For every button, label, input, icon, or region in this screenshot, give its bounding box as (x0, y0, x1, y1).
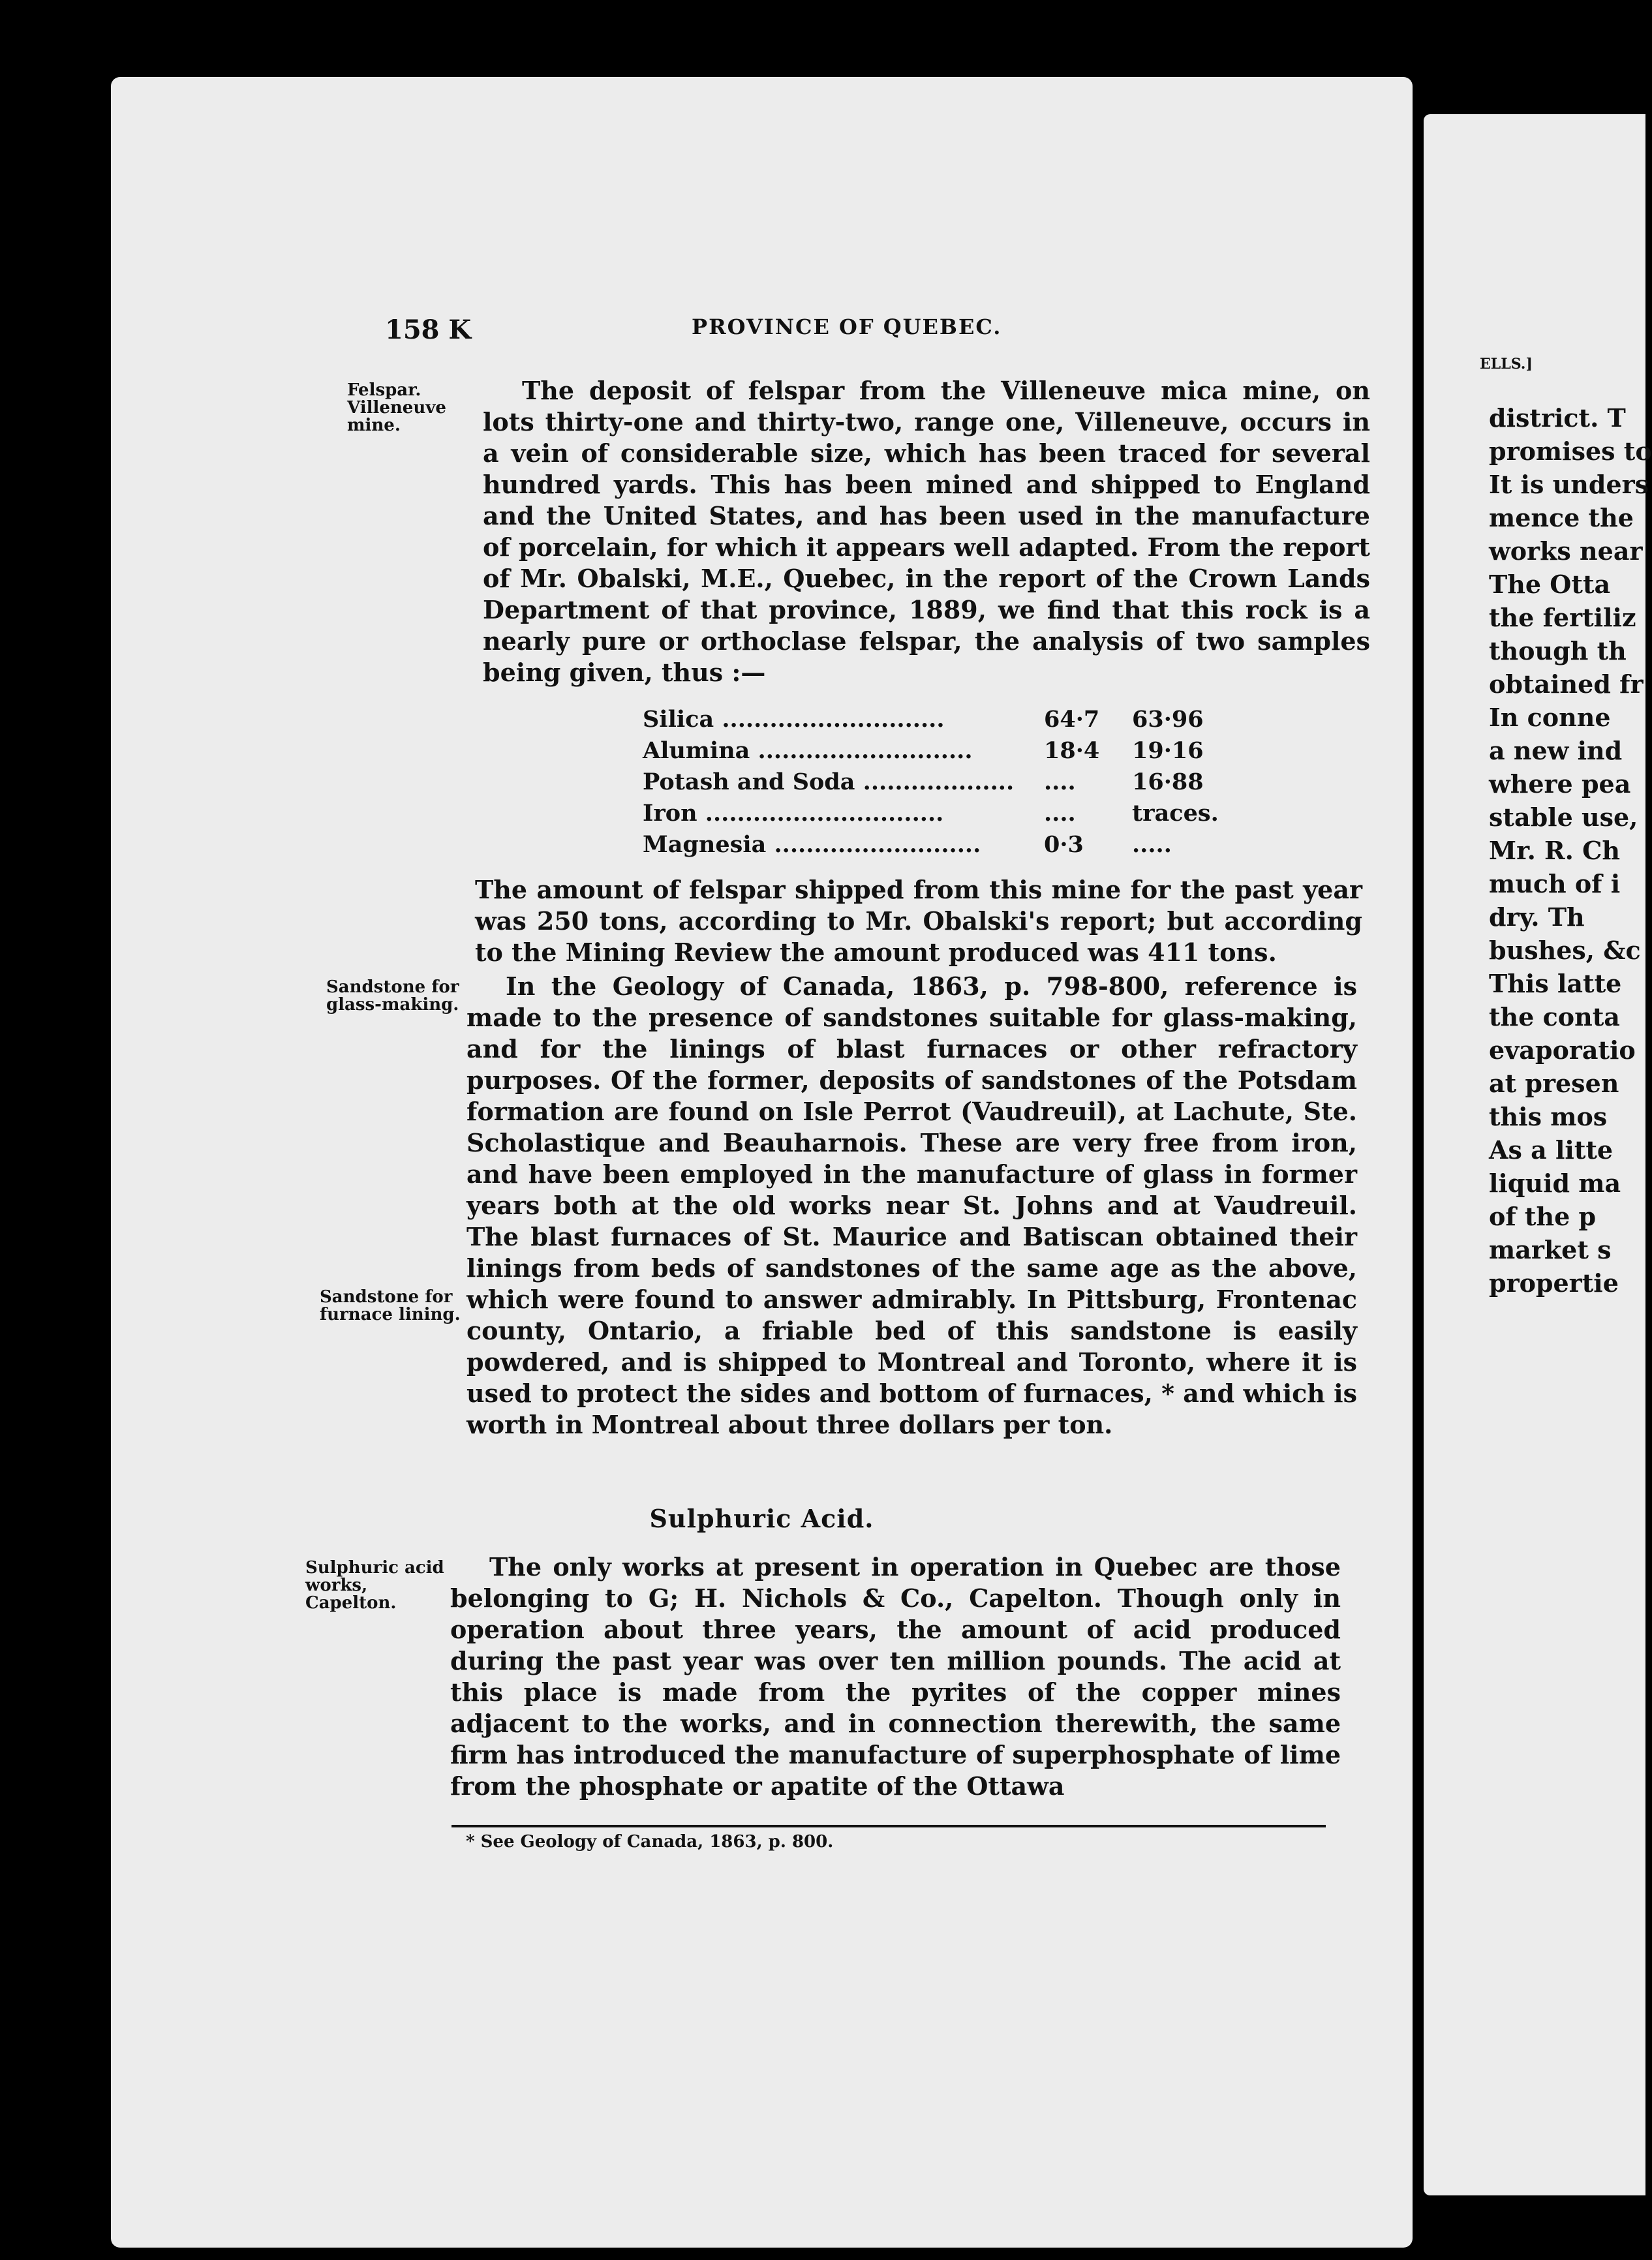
running-title: PROVINCE OF QUEBEC. (692, 314, 1002, 339)
analysis-cell-v1: 0·3 (1044, 831, 1084, 858)
sidenote-line: Villeneuve (347, 398, 446, 418)
right-page-line: the conta (1489, 1002, 1620, 1031)
analysis-cell-v1: 18·4 (1044, 737, 1100, 764)
analysis-cell-v2: 19·16 (1132, 737, 1204, 764)
right-page-line: a new ind (1489, 736, 1623, 765)
paragraph-text: In the Geology of Canada, 1863, p. 798-800, reference is made to the presence of sandstones suitable for glass-making, and for the linings of blast furnaces or other refractory purposes. Of the former, deposits of sandstones of the Potsdam formation are found on Isle Perrot (Vaudreuil), at Lachute, Ste. Scholastique and Beauharnois. These are very free from iron, and have been employed in the manufacture of glass in former years both at the old works near St. Johns and at Vaudreuil. The blast furnaces of St. Maurice and Batiscan obtained their linings from beds of sandstones of the same age as the above, which were found to answer admirably. In Pittsburg, Frontenac county, Ontario, a friable bed of this sandstone is easily powdered, and is shipped to Montreal and Toronto, where it is used to protect the sides and bottom of furnaces, * and which is worth in Montreal about three dollars per ton. (467, 971, 1357, 1439)
analysis-cell-v2: 63·96 (1132, 705, 1204, 733)
paragraph-sulphuric (450, 1551, 1341, 1802)
right-page-line: district. T (1489, 403, 1626, 433)
analysis-cell-v1: .... (1044, 768, 1076, 795)
analysis-cell-name: Iron .............................. (643, 799, 944, 827)
right-page-line: The Otta (1489, 570, 1611, 599)
analysis-cell-name: Magnesia .......................... (643, 831, 981, 858)
sidenote-sandstone-furnace (320, 1289, 461, 1324)
sidenote-line: Felspar. (347, 380, 421, 400)
analysis-cell-v2: 16·88 (1132, 768, 1204, 795)
page-number: 158 K (385, 314, 472, 345)
right-page-line: works near (1489, 536, 1643, 566)
analysis-row (643, 735, 1236, 766)
right-page-line: mence the (1489, 503, 1634, 532)
paragraph-felspar (483, 375, 1370, 688)
analysis-row (643, 703, 1236, 735)
right-page-line: promises to (1489, 436, 1652, 466)
right-page-line: this mos (1489, 1102, 1608, 1131)
right-page-line: As a litte (1489, 1135, 1614, 1165)
analysis-row (643, 829, 1236, 860)
right-page-header: ELLS.] (1480, 356, 1533, 373)
analysis-cell-name: Silica ............................ (643, 705, 945, 733)
analysis-cell-name: Potash and Soda ................... (643, 768, 1015, 795)
right-page-line: the fertiliz (1489, 603, 1636, 632)
paragraph-text: The only works at present in operation in Quebec are those belonging to G; H. Nichols & Co., Capelton. Though only in operation about three years, the amount of acid produced during the past year was over ten million pounds. The acid at this place is made from the pyrites of the copper mines adjacent to the works, and in connection therewith, the same firm has introduced the manufacture of superphosphate of lime from the phosphate or apatite of the Ottawa (450, 1552, 1341, 1801)
analysis-cell-v2: traces. (1132, 799, 1219, 827)
right-page-line: at presen (1489, 1069, 1619, 1098)
sidenote-felspar (347, 382, 446, 435)
sidenote-line: Sandstone for (326, 977, 459, 997)
right-page-line: of the p (1489, 1202, 1597, 1231)
right-page-line: obtained fr (1489, 669, 1644, 699)
paragraph-text: The deposit of felspar from the Villeneuve mica mine, on lots thirty-one and thirty-two, range one, Villeneuve, occurs in a vein of considerable size, which has been traced for several hundred yards. This has been mined and shipped to England and the United States, and has been used in the manufacture of porcelain, for which it appears well adapted. From the report of Mr. Obalski, M.E., Quebec, in the report of the Crown Lands Department of that province, 1889, we find that this rock is a nearly pure or orthoclase felspar, the analysis of two samples being given, thus :— (483, 376, 1370, 687)
analysis-row (643, 766, 1236, 797)
right-page-line: dry. Th (1489, 902, 1585, 932)
footnote: * See Geology of Canada, 1863, p. 800. (466, 1832, 834, 1852)
right-page-line: stable use, (1489, 802, 1638, 832)
sidenote-line: furnace lining. (320, 1305, 461, 1324)
analysis-row (643, 797, 1236, 829)
right-page-line: evaporatio (1489, 1035, 1636, 1065)
sidenote-line: Capelton. (305, 1593, 397, 1613)
right-page-line: In conne (1489, 703, 1611, 732)
footnote-rule (451, 1825, 1326, 1827)
section-heading: Sulphuric Acid. (649, 1504, 874, 1533)
right-page-line: bushes, &c (1489, 936, 1641, 965)
right-page-line: It is unders (1489, 470, 1649, 499)
right-page-line: This latte (1489, 969, 1622, 998)
paragraph-shipped (475, 874, 1362, 968)
analysis-cell-name: Alumina ........................... (643, 737, 973, 764)
sidenote-line: Sulphuric acid (305, 1558, 444, 1578)
right-page-line: propertie (1489, 1268, 1619, 1298)
right-page-line: market s (1489, 1235, 1612, 1264)
sidenote-line: Sandstone for (320, 1287, 453, 1307)
sidenote-line: works, (305, 1576, 368, 1595)
right-page-text (1489, 401, 1652, 1300)
right-page-line: liquid ma (1489, 1168, 1621, 1198)
sidenote-line: mine. (347, 416, 401, 435)
paragraph-text: The amount of felspar shipped from this mine for the past year was 250 tons, according to Mr. Obalski's report; but according to the Mining Review the amount produced was 411 tons. (475, 875, 1362, 967)
sidenote-line: glass-making. (326, 995, 459, 1015)
right-page-line: though th (1489, 636, 1627, 665)
analysis-table (643, 703, 1236, 860)
paragraph-sandstone (467, 971, 1357, 1441)
analysis-cell-v2: ..... (1132, 831, 1172, 858)
right-page-line: much of i (1489, 869, 1621, 898)
sidenote-sulphuric (305, 1559, 444, 1612)
analysis-cell-v1: 64·7 (1044, 705, 1100, 733)
sidenote-sandstone-glass (326, 979, 459, 1014)
right-page-line: Mr. R. Ch (1489, 836, 1620, 865)
analysis-cell-v1: .... (1044, 799, 1076, 827)
right-page-line: where pea (1489, 769, 1631, 799)
